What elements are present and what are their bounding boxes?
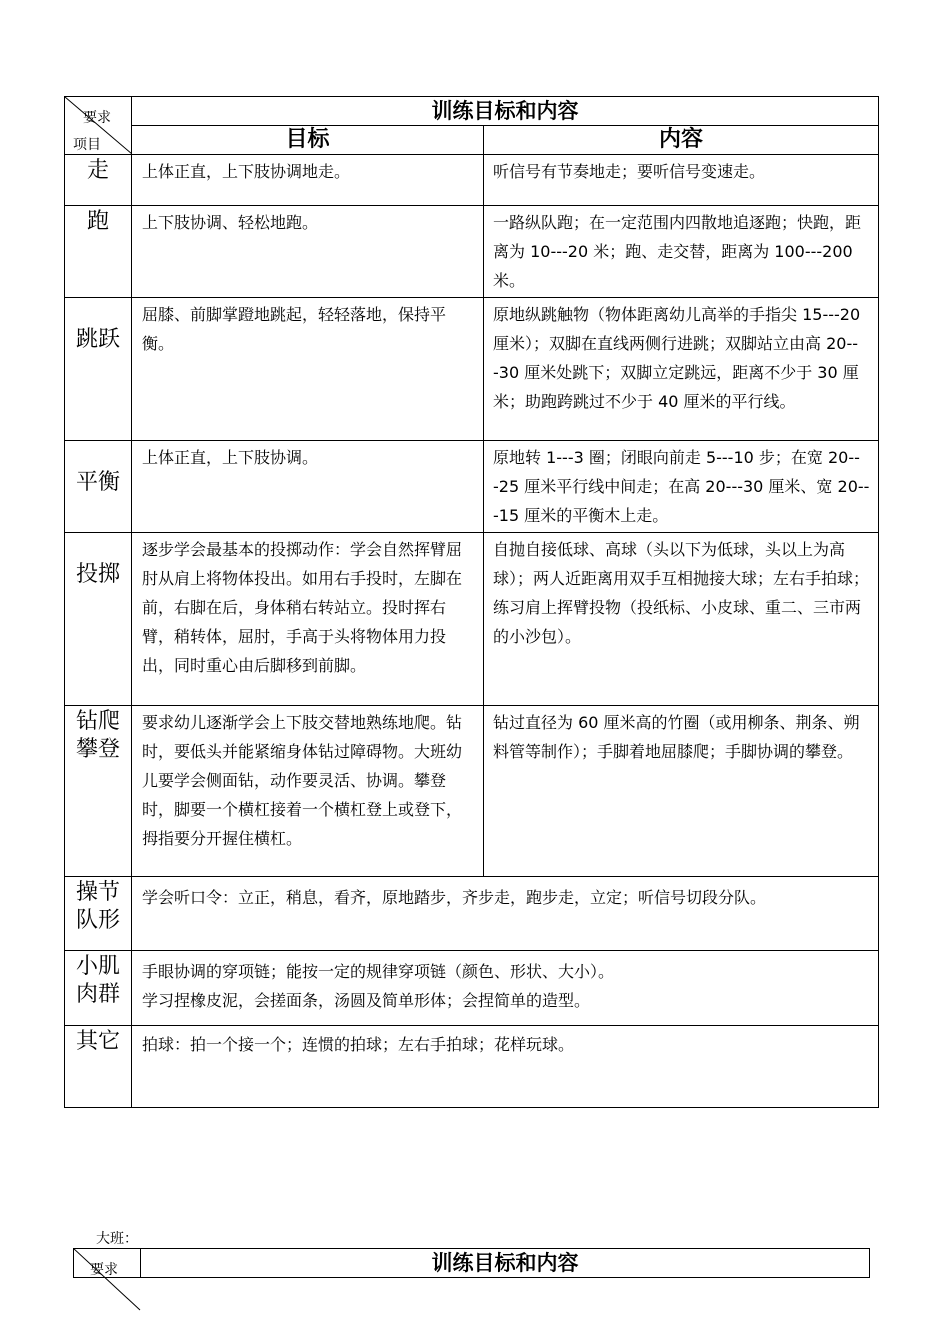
row-item-walk: 走 [65,155,132,206]
table-row [65,155,879,206]
row-goal: 逐步学会最基本的投掷动作：学会自然挥臂屈肘从肩上将物体投出。如用右手投时，左脚在前，右脚在后，身体稍右转站立。投时挥右臂，稍转体，屈肘，手高于头将物体用力投出，同时重心由后脚移到前脚。 [132,533,484,706]
corner-requirement-label: 要求 [90,1262,118,1278]
header-corner-cell [65,97,132,155]
row-content: 一路纵队跑；在一定范围内四散地追逐跑；快跑，距离为 10---20 米；跑、走交替，距离为 100---200 米。 [484,206,879,298]
corner-item-label: 项目 [73,137,101,153]
row-goal: 要求幼儿逐渐学会上下肢交替地熟练地爬。钻时，要低头并能紧缩身体钻过障碍物。大班幼儿要学会侧面钻，动作要灵活、协调。攀登时，脚要一个横杠接着一个横杠登上或登下，拇指要分开握住横杠。 [132,706,484,877]
row-item-jump: 跳跃 [65,298,132,441]
training-table-senior [73,1248,870,1278]
table-row [65,298,879,441]
table-title: 训练目标和内容 [141,1249,870,1278]
row-goal: 上下肢协调、轻松地跑。 [132,206,484,298]
column-header-goal: 目标 [132,126,484,155]
table-row [65,206,879,298]
table-row [65,877,879,951]
row-item-other: 其它 [65,1026,132,1108]
table-row [65,441,879,533]
corner-requirement-label: 要求 [83,110,111,126]
table-title: 训练目标和内容 [132,97,879,126]
training-table-middle [64,96,879,1108]
row-item-balance: 平衡 [65,441,132,533]
row-content: 自抛自接低球、高球（头以下为低球，头以上为高球）；两人近距离用双手互相抛接大球；左右手拍球；练习肩上挥臂投物（投纸标、小皮球、重二、三市两的小沙包）。 [484,533,879,706]
row-item-run: 跑 [65,206,132,298]
table-row [65,1026,879,1108]
diagonal-line [73,1248,143,1312]
row-content: 听信号有节奏地走；要听信号变速走。 [484,155,879,206]
row-goal: 上体正直，上下肢协调。 [132,441,484,533]
row-goal: 屈膝、前脚掌蹬地跳起，轻轻落地，保持平衡。 [132,298,484,441]
row-item-crawl-climb: 钻爬攀登 [65,706,132,877]
row-text: 拍球：拍一个接一个；连惯的拍球；左右手拍球；花样玩球。 [132,1026,879,1108]
row-item-fine-motor: 小肌肉群 [65,951,132,1026]
row-content: 原地转 1---3 圈；闭眼向前走 5---10 步；在宽 20---25 厘米平行线中间走；在高 20---30 厘米、宽 20---15 厘米的平衡木上走。 [484,441,879,533]
row-item-drill: 操节队形 [65,877,132,951]
column-header-content: 内容 [484,126,879,155]
row-item-throw: 投掷 [65,533,132,706]
row-text: 手眼协调的穿项链；能按一定的规律穿项链（颜色、形状、大小）。 学习捏橡皮泥，会搓面条，汤圆及简单形体；会捏简单的造型。 [132,951,879,1026]
row-goal: 上体正直，上下肢协调地走。 [132,155,484,206]
table-row [65,533,879,706]
row-content: 钻过直径为 60 厘米高的竹圈（或用柳条、荆条、朔料管等制作）；手脚着地屈膝爬；手脚协调的攀登。 [484,706,879,877]
table-row [65,951,879,1026]
row-content: 原地纵跳触物（物体距离幼儿高举的手指尖 15---20 厘米）；双脚在直线两侧行进跳；双脚站立由高 20---30 厘米处跳下；双脚立定跳远，距离不少于 30 厘米；助跑跨跳过不少于 40 厘米的平行线。 [484,298,879,441]
row-text: 学会听口令：立正，稍息，看齐，原地踏步，齐步走，跑步走，立定；听信号切段分队。 [132,877,879,951]
table-row [65,706,879,877]
senior-class-label: 大班： [96,1231,138,1247]
